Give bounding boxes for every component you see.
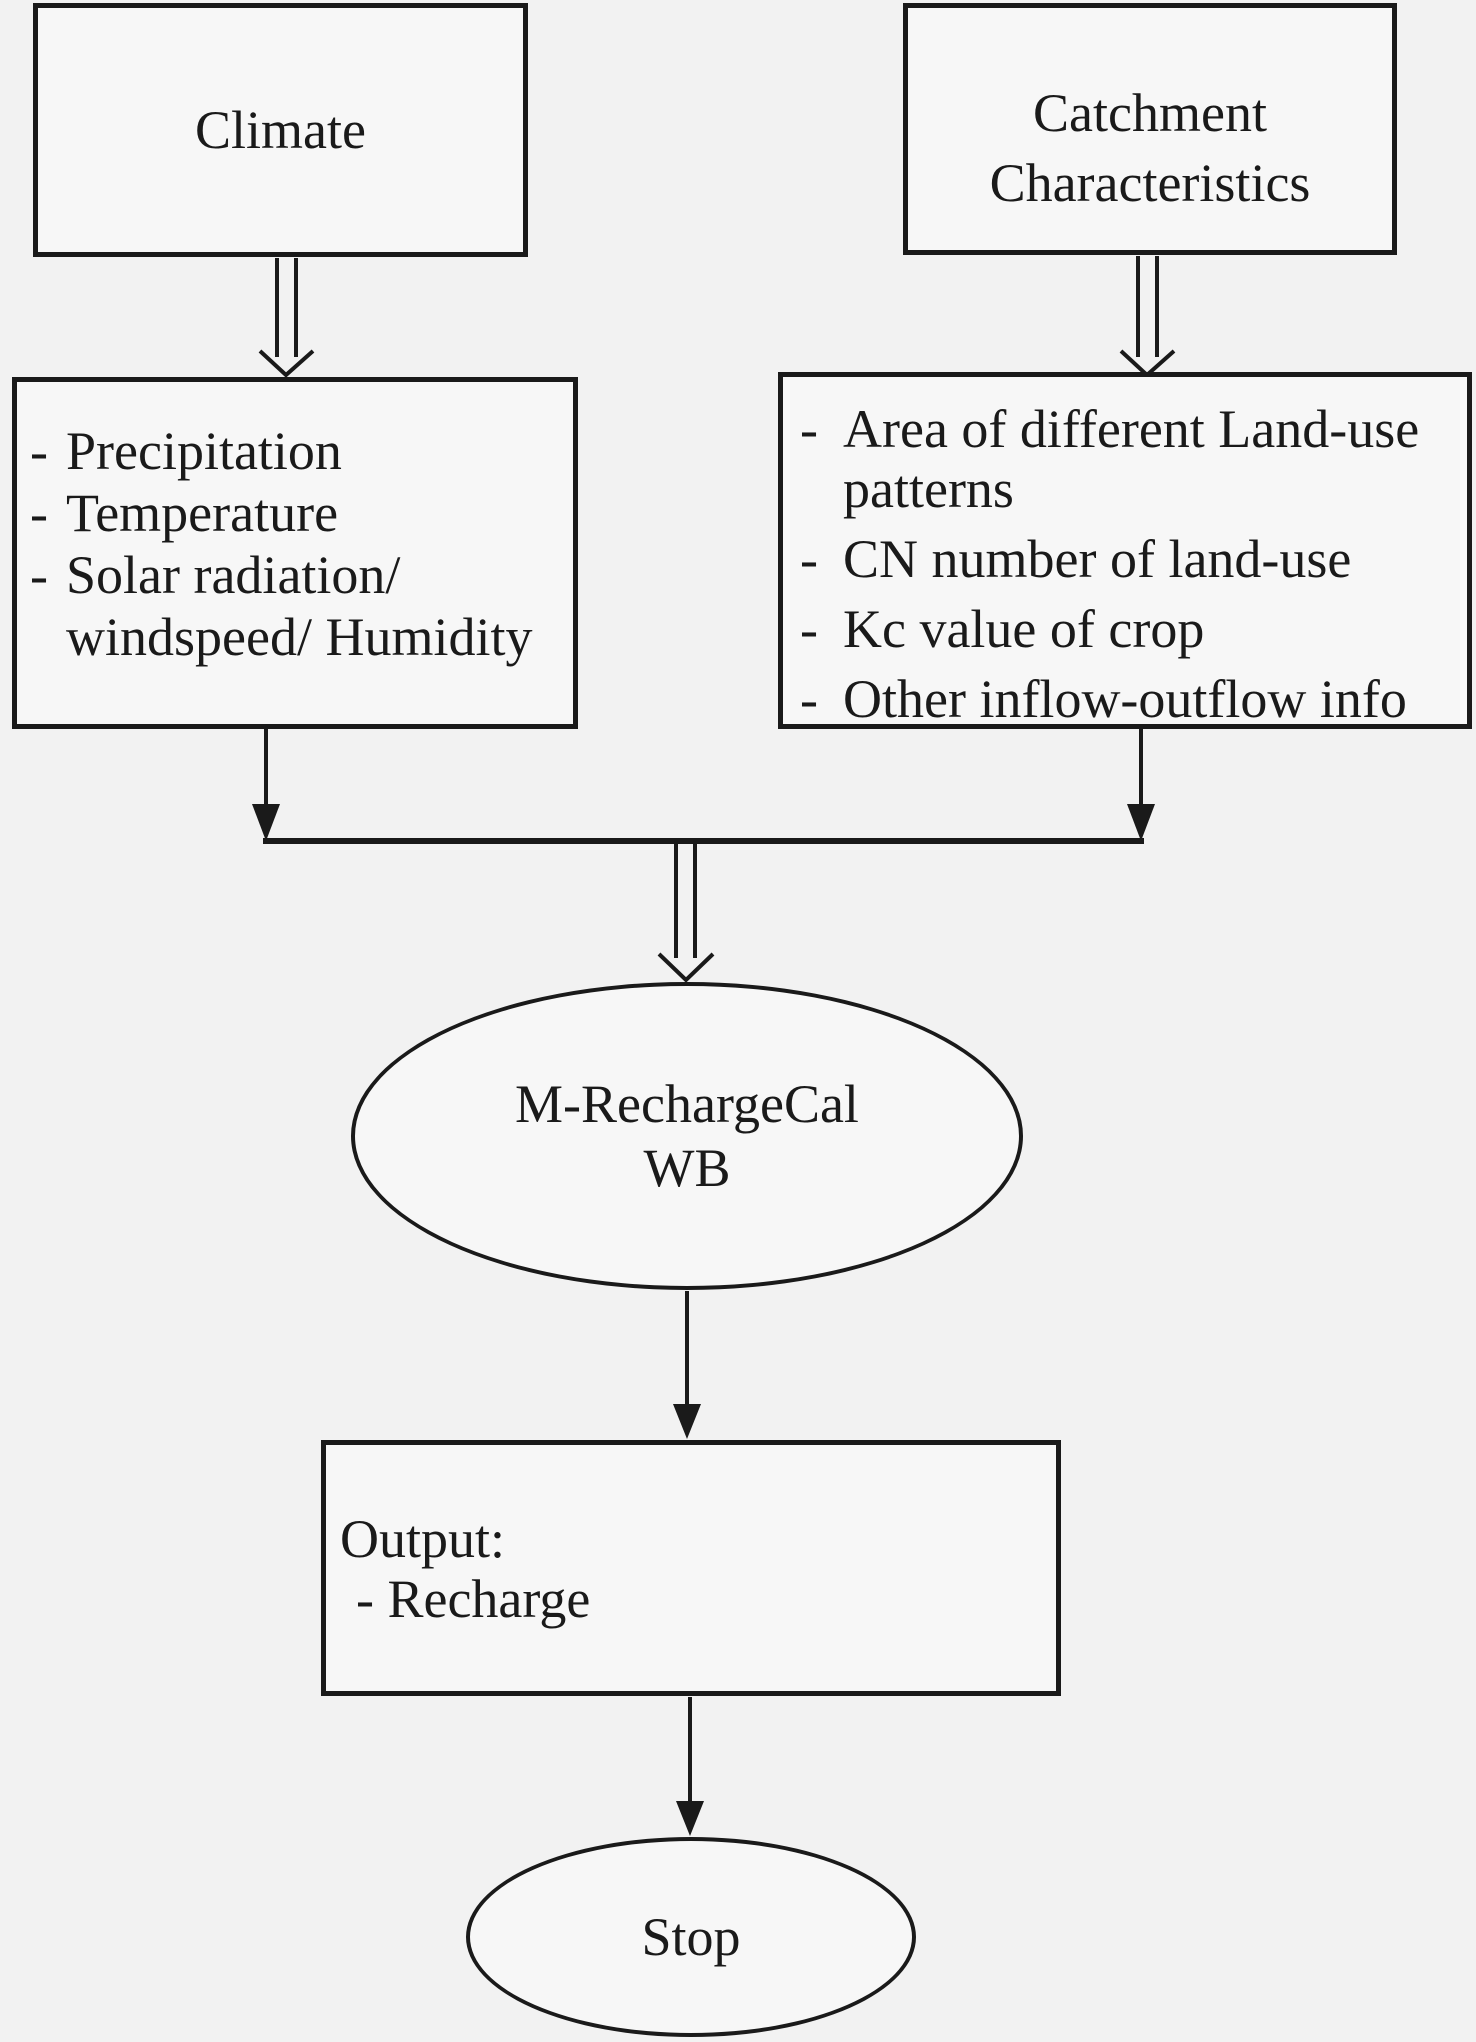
climate-box	[33, 3, 528, 257]
list-item	[800, 529, 1457, 589]
list-item-text: Kc value of crop	[843, 599, 1205, 659]
climate-inputs-list	[30, 420, 565, 668]
bullet-dash: -	[800, 399, 818, 459]
list-item-text: Solar radiation/ windspeed/ Humidity	[66, 545, 533, 667]
list-item-text: Area of different Land-use patterns	[843, 399, 1420, 519]
list-item	[800, 599, 1457, 659]
model-label-line2: WB	[643, 1138, 731, 1198]
model-label-line1: M-RechargeCal	[515, 1074, 859, 1134]
catchment-box-label-line1: Catchment	[1033, 83, 1267, 143]
arrow-catchment-inputs-to-junction	[1127, 729, 1155, 841]
arrow-catchment-to-inputs	[1121, 256, 1174, 375]
list-item-text: Temperature	[66, 483, 339, 543]
arrow-output-to-stop	[676, 1697, 704, 1836]
arrow-climate-to-inputs	[260, 258, 313, 375]
bullet-dash: -	[30, 483, 48, 543]
stop-ellipse	[466, 1837, 916, 2037]
list-item	[30, 482, 565, 544]
list-item-text: Other inflow-outflow info	[843, 669, 1407, 729]
catchment-inputs-list	[800, 399, 1457, 729]
list-item	[30, 420, 565, 482]
climate-inputs-box	[12, 377, 578, 729]
bullet-dash: -	[800, 529, 818, 589]
catchment-box-label-line2: Characteristics	[989, 153, 1311, 213]
climate-box-label: Climate	[195, 100, 366, 160]
list-item-text: Precipitation	[66, 421, 342, 481]
output-box	[321, 1440, 1061, 1696]
stop-label: Stop	[641, 1907, 741, 1967]
list-item	[800, 399, 1457, 519]
output-item: - Recharge	[356, 1569, 591, 1629]
arrow-junction-to-model	[659, 844, 713, 980]
model-ellipse	[351, 982, 1023, 1290]
bullet-dash: -	[800, 669, 818, 729]
list-item	[800, 669, 1457, 729]
list-item	[30, 544, 565, 668]
arrow-climate-inputs-to-junction	[252, 728, 280, 841]
output-title: Output:	[340, 1509, 506, 1569]
arrow-model-to-output	[673, 1291, 701, 1439]
catchment-box	[903, 3, 1397, 255]
bullet-dash: -	[800, 599, 818, 659]
list-item-text: CN number of land-use	[843, 529, 1352, 589]
bullet-dash: -	[30, 421, 48, 481]
catchment-inputs-box	[778, 372, 1472, 729]
bullet-dash: -	[30, 545, 48, 605]
